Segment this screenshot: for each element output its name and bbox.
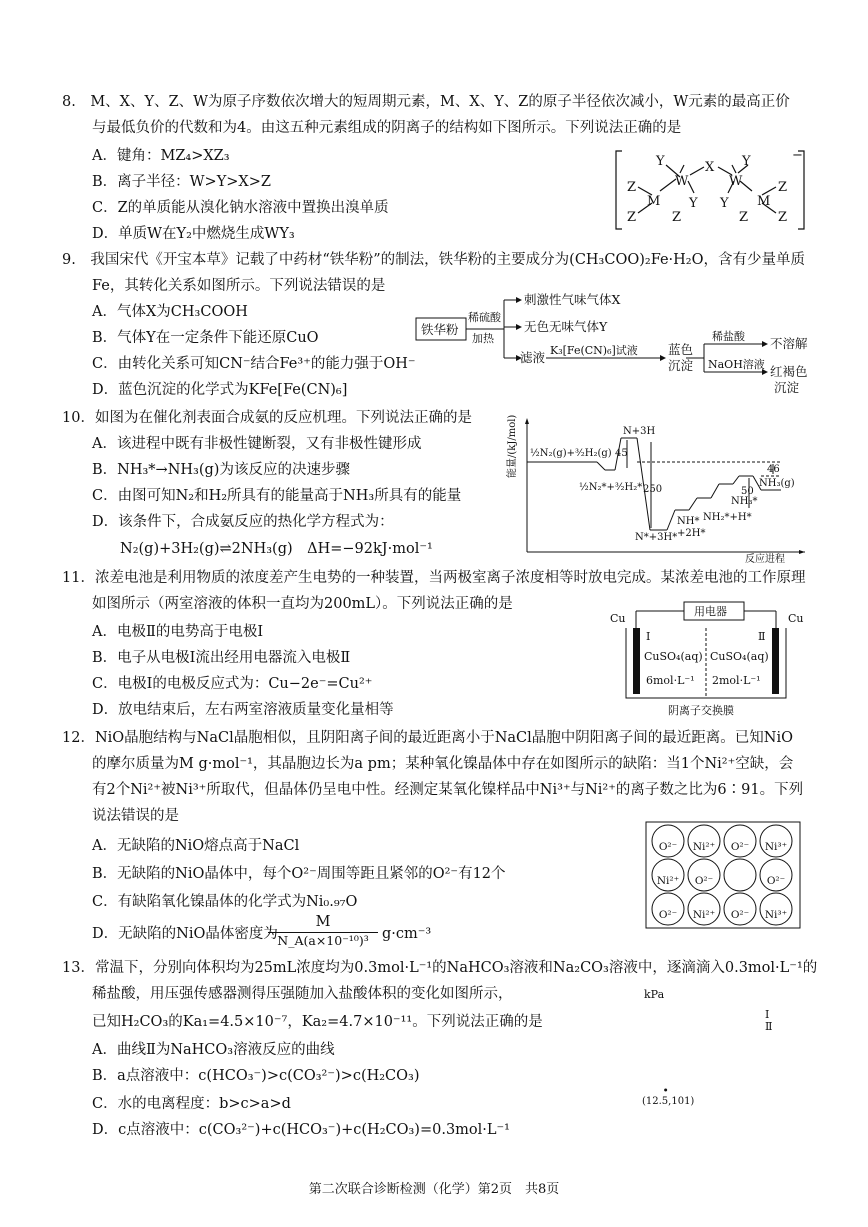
q11-sol-right: CuSO₄(aq) bbox=[710, 650, 769, 663]
q9-option-d: D．蓝色沉淀的化学式为KFe[Fe(CN)₆] bbox=[92, 382, 348, 398]
q10-label: ½N₂*+³⁄₂H₂* bbox=[579, 482, 643, 493]
q12-option-d: D．无缺陷的NiO晶体密度为 bbox=[92, 926, 278, 942]
q8-atom: W bbox=[675, 174, 689, 189]
q9-stem-line1: 9. 我国宋代《开宝本草》记载了中药材“铁华粉”的制法，铁华粉的主要成分为(CH₃COO)₂Fe·H₂O，含有少量单质 bbox=[62, 252, 806, 268]
q11-conc-right: 2mol·L⁻¹ bbox=[712, 674, 761, 687]
q13-option-d: D．c点溶液中：c(CO₃²⁻)+c(HCO₃⁻)+c(H₂CO₃)=0.3mol·L⁻¹ bbox=[92, 1122, 510, 1138]
q8-atom: Z bbox=[778, 210, 788, 225]
q8-atom: Y bbox=[720, 196, 729, 211]
q11-option-d: D．放电结束后，左右两室溶液质量变化量相等 bbox=[92, 702, 394, 718]
q12-ion: O²⁻ bbox=[766, 875, 786, 887]
q9-blue: 沉淀 bbox=[668, 358, 694, 373]
q8-atom: Z bbox=[778, 180, 788, 195]
q8-atom: Y bbox=[742, 154, 751, 169]
q9-cond: 稀硫酸 bbox=[468, 311, 501, 324]
q11-stem-line2: 如图所示（两室溶液的体积一直均为200mL）。下列说法正确的是 bbox=[92, 596, 513, 612]
q8-atom: W bbox=[729, 174, 743, 189]
q8-stem-line2: 与最低负价的代数和为4。由这五种元素组成的阴离子的结构如下图所示。下列说法正确的是 bbox=[92, 120, 682, 136]
q9-product: 无色无味气体Y bbox=[524, 319, 608, 334]
q8-option-b: B．离子半径：W>Y>X>Z bbox=[92, 174, 271, 190]
q13-point-label: (12.5,101) bbox=[642, 1096, 695, 1107]
q8-atom: Z bbox=[627, 180, 637, 195]
q10-label: N+3H bbox=[623, 426, 656, 437]
q12-ion: Ni²⁺ bbox=[692, 909, 716, 921]
q9-flowchart bbox=[412, 288, 832, 398]
q12-ion: O²⁻ bbox=[658, 841, 678, 853]
q12-stem-line1: 12．NiO晶胞结构与NaCl晶胞相似，且阴阳离子间的最近距离小于NaCl晶胞中阴阳离子间的最近距离。已知NiO bbox=[62, 730, 794, 746]
q13-option-a: A．曲线Ⅱ为NaHCO₃溶液反应的曲线 bbox=[92, 1042, 335, 1058]
q10-label: 45 bbox=[615, 448, 628, 459]
q12-denominator: N_A(a×10⁻¹⁰)³ bbox=[277, 933, 369, 949]
q9-stem-line2: Fe，其转化关系如图所示。下列说法错误的是 bbox=[92, 278, 386, 294]
q8-atom: M bbox=[757, 194, 771, 209]
q10-xlabel: 反应进程 bbox=[745, 554, 785, 565]
q9-red: 沉淀 bbox=[774, 380, 800, 395]
q9-naoh: NaOH溶液 bbox=[708, 358, 765, 371]
q12-ion: Ni³⁺ bbox=[764, 909, 788, 921]
q13-curve-2: Ⅱ bbox=[765, 1020, 773, 1033]
q10-stem: 10．如图为在催化剂表面合成氨的反应机理。下列说法正确的是 bbox=[62, 410, 472, 426]
q9-option-a: A．气体X为CH₃COOH bbox=[92, 304, 248, 320]
q9-red: 红褐色 bbox=[770, 364, 808, 379]
q8-option-c: C．Z的单质能从溴化钠水溶液中置换出溴单质 bbox=[92, 200, 389, 216]
q13-option-b: B．a点溶液中：c(HCO₃⁻)>c(CO₃²⁻)>c(H₂CO₃) bbox=[92, 1068, 420, 1084]
q13-stem-line1: 13．常温下，分别向体积均为25mL浓度均为0.3mol·L⁻¹的NaHCO₃溶液和Na₂CO₃溶液中，逐滴滴入0.3mol·L⁻¹的 bbox=[62, 960, 818, 976]
q8-atom: Z bbox=[627, 210, 637, 225]
q12-ion: Ni³⁺ bbox=[764, 841, 788, 853]
q9-cond: 加热 bbox=[472, 332, 494, 345]
q12-ion: O²⁻ bbox=[730, 841, 750, 853]
q10-label: +2H* bbox=[677, 528, 706, 539]
q11-device: 用电器 bbox=[694, 605, 727, 618]
q10-label: 250 bbox=[643, 484, 663, 495]
q13-point-dot: ● bbox=[664, 1087, 668, 1092]
q11-electrode-1: Ⅰ bbox=[646, 630, 651, 643]
q10-label: N*+3H* bbox=[635, 532, 678, 543]
q8-option-a: A．键角：MZ₄>XZ₃ bbox=[92, 148, 230, 164]
q10-equation: N₂(g)+3H₂(g)⇌2NH₃(g) ΔH=−92kJ·mol⁻¹ bbox=[120, 541, 433, 557]
q12-ion: Ni²⁺ bbox=[692, 841, 716, 853]
q9-acid: 稀盐酸 bbox=[712, 330, 745, 343]
q12-option-c: C．有缺陷氧化镍晶体的化学式为Ni₀.₉₇O bbox=[92, 894, 358, 910]
q10-ylabel: 能量/(kJ/mol) bbox=[507, 414, 518, 478]
page-footer: 第二次联合诊断检测（化学）第2页 共8页 bbox=[308, 1182, 560, 1197]
q8-atom: X bbox=[705, 160, 715, 175]
q11-cu-right: Cu bbox=[788, 612, 804, 625]
q8-atom: Y bbox=[656, 154, 665, 169]
q12-stem-line4: 说法错误的是 bbox=[92, 808, 179, 824]
q10-label: ½N₂(g)+³⁄₂H₂(g) bbox=[530, 448, 612, 459]
q8-atom: Z bbox=[739, 210, 749, 225]
q11-option-a: A．电极Ⅱ的电势高于电极Ⅰ bbox=[92, 624, 264, 640]
q11-membrane: 阴离子交换膜 bbox=[668, 704, 734, 717]
q8-anion-structure bbox=[612, 145, 812, 235]
q12-density-fraction bbox=[268, 914, 378, 948]
q9-insol: 不溶解 bbox=[770, 336, 808, 351]
q12-stem-line3: 有2个Ni²⁺被Ni³⁺所取代，但晶体仍呈电中性。经测定某氧化镍样品中Ni³⁺与Ni²⁺的离子数之比为6∶91。下列 bbox=[92, 782, 804, 798]
q12-ion: Ni²⁺ bbox=[656, 875, 680, 887]
q10-option-c: C．由图可知N₂和H₂所具有的能量高于NH₃所具有的能量 bbox=[92, 488, 462, 504]
q13-curve-1: Ⅰ bbox=[765, 1008, 770, 1021]
q11-stem-line1: 11．浓差电池是利用物质的浓度差产生电势的一种装置，当两极室离子浓度相等时放电完成。某浓差电池的工作原理 bbox=[62, 570, 806, 586]
q8-atom: M bbox=[647, 194, 661, 209]
q9-reagent: K₃[Fe(CN)₆]试液 bbox=[550, 344, 638, 357]
q11-option-b: B．电子从电极Ⅰ流出经用电器流入电极Ⅱ bbox=[92, 650, 351, 666]
q12-option-a: A．无缺陷的NiO熔点高于NaCl bbox=[92, 838, 300, 854]
q11-sol-left: CuSO₄(aq) bbox=[644, 650, 703, 663]
q10-label: NH₃(g) bbox=[759, 478, 795, 489]
q11-cu-left: Cu bbox=[610, 612, 626, 625]
q8-atom: Z bbox=[672, 210, 682, 225]
q10-label: NH₂*+H* bbox=[703, 512, 752, 523]
q10-label: 50 bbox=[741, 486, 754, 497]
q11-cell-diagram bbox=[606, 598, 816, 720]
q8-anion-charge: − bbox=[792, 148, 803, 163]
q13-option-c: C．水的电离程度：b>c>a>d bbox=[92, 1096, 291, 1112]
q10-label: NH₃* bbox=[731, 496, 758, 507]
q12-ion: O²⁻ bbox=[730, 909, 750, 921]
q12-vacancy-circle bbox=[724, 859, 756, 891]
q12-ion: O²⁻ bbox=[694, 875, 714, 887]
q9-product: 刺激性气味气体X bbox=[524, 292, 621, 307]
q8-atom: Y bbox=[689, 196, 698, 211]
q9-product: 滤液 bbox=[520, 350, 546, 365]
q10-energy-diagram bbox=[505, 412, 825, 567]
q10-option-a: A．该进程中既有非极性键断裂，又有非极性键形成 bbox=[92, 436, 422, 452]
q8-stem-line1: 8. M、X、Y、Z、W为原子序数依次增大的短周期元素，M、X、Y、Z的原子半径依次减小，W元素的最高正价 bbox=[62, 94, 790, 110]
q9-blue: 蓝色 bbox=[668, 342, 694, 357]
q10-option-b: B．NH₃*→NH₃(g)为该反应的决速步骤 bbox=[92, 462, 350, 478]
q9-start: 铁华粉 bbox=[421, 322, 459, 337]
q12-density-unit: g·cm⁻³ bbox=[382, 926, 432, 942]
q13-stem-line3: 已知H₂CO₃的Ka₁=4.5×10⁻⁷，Ka₂=4.7×10⁻¹¹。下列说法正确的是 bbox=[92, 1014, 543, 1030]
q9-option-c: C．由转化关系可知CN⁻结合Fe³⁺的能力强于OH⁻ bbox=[92, 356, 416, 372]
q13-stem-line2: 稀盐酸，用压强传感器测得压强随加入盐酸体积的变化如图所示， bbox=[92, 986, 513, 1002]
q10-label: 46 bbox=[767, 464, 780, 475]
q12-stem-line2: 的摩尔质量为M g·mol⁻¹，其晶胞边长为a pm；某种氧化镍晶体中存在如图所示的缺陷：当1个Ni²⁺空缺，会 bbox=[92, 756, 794, 772]
q12-numerator: M bbox=[268, 914, 378, 933]
q10-option-d: D．该条件下，合成氨反应的热化学方程式为： bbox=[92, 514, 394, 530]
q8-option-d: D．单质W在Y₂中燃烧生成WY₃ bbox=[92, 226, 295, 242]
q12-ion: O²⁻ bbox=[658, 909, 678, 921]
q9-option-b: B．气体Y在一定条件下能还原CuO bbox=[92, 330, 319, 346]
q11-conc-left: 6mol·L⁻¹ bbox=[646, 674, 695, 687]
q11-electrode-2: Ⅱ bbox=[758, 630, 766, 643]
q13-unit: kPa bbox=[644, 988, 665, 1001]
q11-option-c: C．电极Ⅰ的电极反应式为：Cu−2e⁻=Cu²⁺ bbox=[92, 676, 373, 692]
q10-label: NH* bbox=[677, 516, 700, 527]
q12-option-b: B．无缺陷的NiO晶体中，每个O²⁻周围等距且紧邻的O²⁻有12个 bbox=[92, 866, 506, 882]
q12-crystal-defect bbox=[644, 820, 804, 932]
